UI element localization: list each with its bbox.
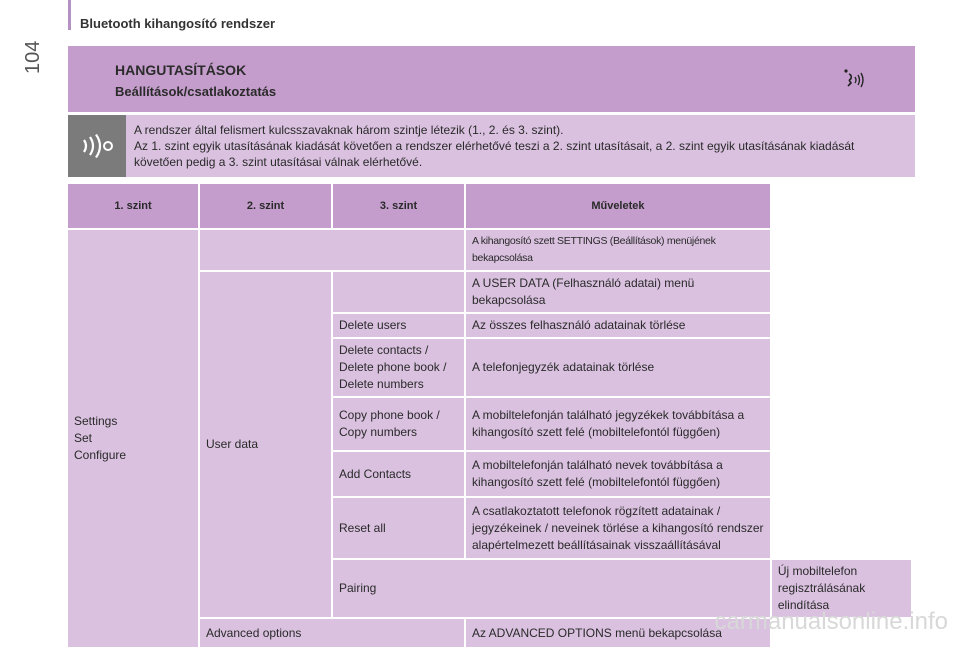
section-header	[68, 46, 915, 112]
intro-text	[134, 122, 904, 170]
action-cell: A mobiltelefonján található jegyzékek továbbítása a kihangosító szett felé (mobiltelefontól függően)	[466, 398, 770, 450]
level3-cell: Delete users	[333, 314, 464, 337]
level3-cell: Copy phone book / Copy numbers	[333, 398, 464, 450]
chapter-title: Bluetooth kihangosító rendszer	[80, 16, 276, 31]
chapter-accent-bar	[68, 0, 71, 30]
intro-line-1: A rendszer által felismert kulcsszavaknak három szintje létezik (1., 2. és 3. szint).	[134, 123, 564, 137]
empty-cell	[200, 230, 464, 270]
intro-line-2: Az 1. szint egyik utasításának kiadását követően a rendszer elérhetővé teszi a 2. szint utasításait, a 2. szint egyik utasításának kiadását követően pedig a 3. szint utasításai válnak elérhetővé.	[134, 139, 855, 169]
pairing-cell: Pairing	[333, 560, 770, 617]
header-level3: 3. szint	[333, 184, 464, 228]
header-actions: Műveletek	[466, 184, 770, 228]
section-subtitle: Beállítások/csatlakoztatás	[115, 84, 277, 99]
action-cell: A csatlakoztatott telefonok rögzített adatainak / jegyzékeinek / neveinek törlése a kihangosító rendszer alapértelmezett beállításainak visszaállításával	[466, 498, 770, 558]
table-header-row	[68, 184, 911, 228]
voice-command-icon	[841, 66, 867, 92]
user-data-action: A USER DATA (Felhasználó adatai) menü bekapcsolása	[466, 272, 770, 312]
action-cell: A telefonjegyzék adatainak törlése	[466, 339, 770, 396]
action-cell: A mobiltelefonján található nevek továbbítása a kihangosító szett felé (mobiltelefontól függően)	[466, 452, 770, 496]
user-data-cell: User data	[200, 272, 331, 617]
advanced-options-action: Az ADVANCED OPTIONS menü bekapcsolása	[466, 619, 770, 647]
settings-action: A kihangosító szett SETTINGS (Beállítások) menüjének bekapcsolása	[466, 230, 770, 270]
advanced-options-cell: Advanced options	[200, 619, 464, 647]
pairing-action: Új mobiltelefon regisztrálásának elindítása	[772, 560, 911, 617]
action-cell: Az összes felhasználó adatainak törlése	[466, 314, 770, 337]
level3-cell: Delete contacts / Delete phone book / Delete numbers	[333, 339, 464, 396]
sound-waves-icon	[80, 134, 114, 158]
page-number: 104	[22, 40, 44, 74]
voice-commands-table	[66, 182, 913, 649]
section-title: HANGUTASÍTÁSOK	[115, 62, 247, 78]
level3-cell: Reset all	[333, 498, 464, 558]
header-level2: 2. szint	[200, 184, 331, 228]
watermark: carmanualsonline.info	[714, 608, 948, 635]
intro-icon-box	[68, 115, 126, 177]
intro-note	[68, 115, 915, 177]
empty-cell	[333, 272, 464, 312]
header-level1: 1. szint	[68, 184, 198, 228]
table-row	[68, 230, 911, 270]
level1-settings-cell: Settings Set Configure	[68, 230, 198, 647]
level3-cell: Add Contacts	[333, 452, 464, 496]
